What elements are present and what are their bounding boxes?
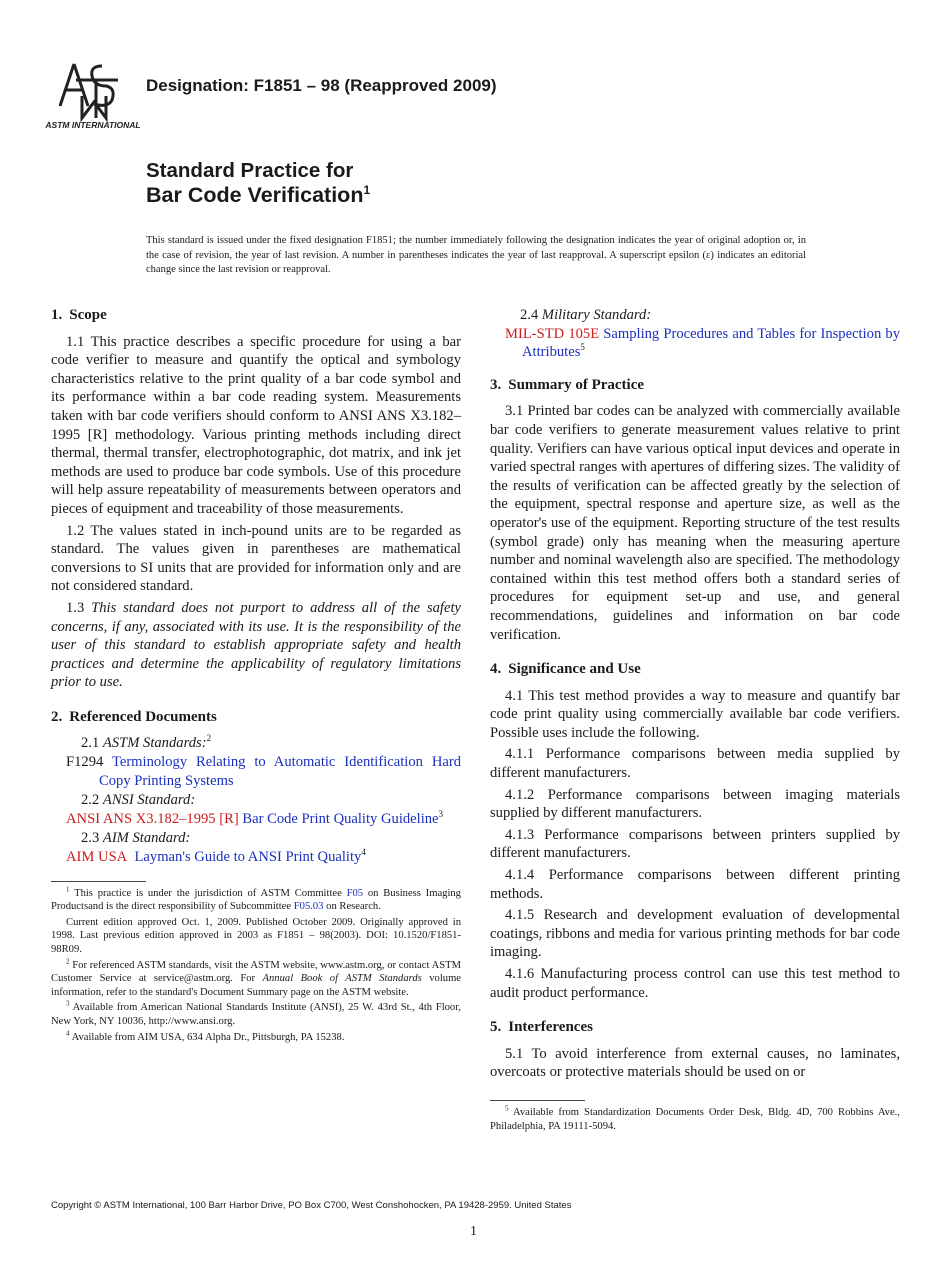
link-f05[interactable]: F05	[346, 887, 364, 899]
section-heading-referenced: 2. Referenced Documents	[51, 708, 217, 725]
page-number: 1	[470, 1224, 477, 1239]
scope-p3: 1.3 This standard does not purport to address all of the safety concerns, if any, associated with its use. It is the responsibility of the user of this standard to establish appropriate safety and health practices and determine the applicability of regulatory limitations prior to use.	[51, 599, 461, 691]
significance-item: 4.1.2 Performance comparisons between imaging materials supplied by different manufacturers.	[490, 786, 900, 822]
footnote-3: $^3$ Available from American National Standards Institute (ANSI), 25 W. 43rd St., 4th Floor, New York, NY 10036, http://www.ansi.org.	[51, 999, 461, 1027]
footnote-4: $^4$ Available from AIM USA, 634 Alpha Dr., Pittsburgh, PA 15238.	[66, 1029, 345, 1043]
ref-aim[interactable]: AIM USA Layman's Guide to ANSI Print Quality$^4$	[66, 847, 366, 866]
logo-text: ASTM INTERNATIONAL	[45, 120, 141, 130]
left-column	[51, 306, 461, 1046]
footnote-divider	[51, 881, 146, 882]
link-f05-03[interactable]: F05.03	[293, 901, 324, 913]
document-title	[146, 158, 370, 208]
significance-p1: 4.1 This test method provides a way to measure and quantify bar code print quality using commercially available bar code verifiers. Possible uses include the following.	[490, 687, 900, 741]
significance-item: 4.1.4 Performance comparisons between different printing methods.	[490, 867, 900, 902]
ref-2-3: 2.3 AIM Standard:	[81, 830, 191, 847]
significance-item: 4.1.3 Performance comparisons between printers supplied by different manufacturers.	[490, 826, 900, 862]
section-heading-interferences: 5. Interferences	[490, 1019, 593, 1036]
section-heading-scope: 1. Scope	[51, 307, 107, 323]
astm-logo	[45, 56, 141, 132]
footnote-1: $^1$ This practice is under the jurisdiction of ASTM Committee F05 on Business Imaging Productsand is the direct responsibility of Subcommittee F05.03 on Research.	[51, 885, 461, 913]
issuance-notice: This standard is issued under the fixed designation F1851; the number immediately following the designation indicates the year of original adoption or, in the case of revision, the year of last revision. A number in parentheses indicates the year of last reapproval. A superscript epsilon (ε) indicates an editorial change since the last revision or reapproval.	[146, 235, 806, 275]
ref-f1294[interactable]: F1294 Terminology Relating to Automatic Identification Hard Copy Printing Systems	[66, 754, 461, 789]
footnote-edition: Current edition approved Oct. 1, 2009. Published October 2009. Originally approved in 1998. Last previous edition approved in 2003 as F1851 – 98(2003). DOI: 10.1520/F1851-98R09.	[51, 916, 461, 955]
interferences-p1: 5.1 To avoid interference from external causes, no laminates, overcoats or protective materials should be used on or	[490, 1045, 900, 1081]
significance-item: 4.1.5 Research and development evaluation of developmental coatings, ribbons and media for various printing methods for bar code imaging.	[490, 907, 900, 961]
footnote-5: $^5$ Available from Standardization Documents Order Desk, Bldg. 4D, 700 Robbins Ave., Philadelphia, PA 19111-5094.	[490, 1104, 900, 1132]
scope-p2: 1.2 The values stated in inch-pound units are to be regarded as standard. The values given in parentheses are mathematical conversions to SI units that are provided for information only and are not considered standard.	[51, 522, 461, 595]
ref-2-4: 2.4 Military Standard:	[520, 307, 652, 323]
footnote-divider	[490, 1100, 585, 1101]
designation: Designation: F1851 – 98 (Reapproved 2009)	[146, 76, 497, 95]
ref-2-2: 2.2 ANSI Standard:	[81, 792, 196, 809]
title-line2: Bar Code Verification$^1$	[146, 182, 371, 207]
significance-item: 4.1.1 Performance comparisons between media supplied by different manufacturers.	[490, 746, 900, 782]
scope-p1: 1.1 This practice describes a specific procedure for using a bar code verifier to measure and quantify the optical and symbology characteristics relative to the print quality of a bar code symbol and its performance within a bar code reading system. Measurements taken with bar code verifiers should conform to ANSI ANS X3.182–1995 [R] methodology. Various printing methods including direct thermal, thermal transfer, electrophotographic, dot matrix, and ink jet methods are used to produce bar code symbols. Use of this procedure will help assure repeatability of measurements between operators and pieces of equipment and traceability of those measurements.	[51, 333, 461, 517]
ref-mil-std[interactable]: MIL-STD 105E Sampling Procedures and Tables for Inspection by Attributes$^5$	[505, 325, 900, 361]
section-heading-significance: 4. Significance and Use	[490, 661, 641, 678]
ref-ansi[interactable]: ANSI ANS X3.182–1995 [R] Bar Code Print Quality Guideline$^3$	[66, 808, 444, 827]
ref-2-1: 2.1 ASTM Standards:$^2$	[81, 733, 212, 752]
footnote-2: $^2$ For referenced ASTM standards, visit the ASTM website, www.astm.org, or contact ASTM Customer Service at service@astm.org. For Annual Book of ASTM Standards volume information, refer to the standard's Document Summary page on the ASTM website.	[51, 957, 462, 998]
summary-p1: 3.1 Printed bar codes can be analyzed with commercially available bar code verifiers to generate measurement values relative to print quality. Verifiers can have various optical input devices and operate in varied spectral ranges with apertures of differing sizes. The validity of the results of verification can be affected greatly by the selection of the equipment, spectral response and aperture size, as well as the operator's use of the equipment. Reporting structure of the test results (symbol grade) only has meaning when the measuring aperture number and nominal wavelength also are specified. The methodology contained within this test method offers both a standard series of procedures for equipment set-up and use, and general recommendations, guidelines and information on bar code verification.	[490, 403, 900, 643]
title-line1: Standard Practice for	[146, 159, 354, 182]
right-column	[490, 306, 900, 1135]
section-heading-summary: 3. Summary of Practice	[490, 376, 645, 393]
significance-item: 4.1.6 Manufacturing process control can use this test method to audit product performance.	[490, 966, 900, 1001]
copyright-footer: Copyright © ASTM International, 100 Barr Harbor Drive, PO Box C700, West Conshohocken, PA 19428-2959. United States	[51, 1200, 572, 1211]
